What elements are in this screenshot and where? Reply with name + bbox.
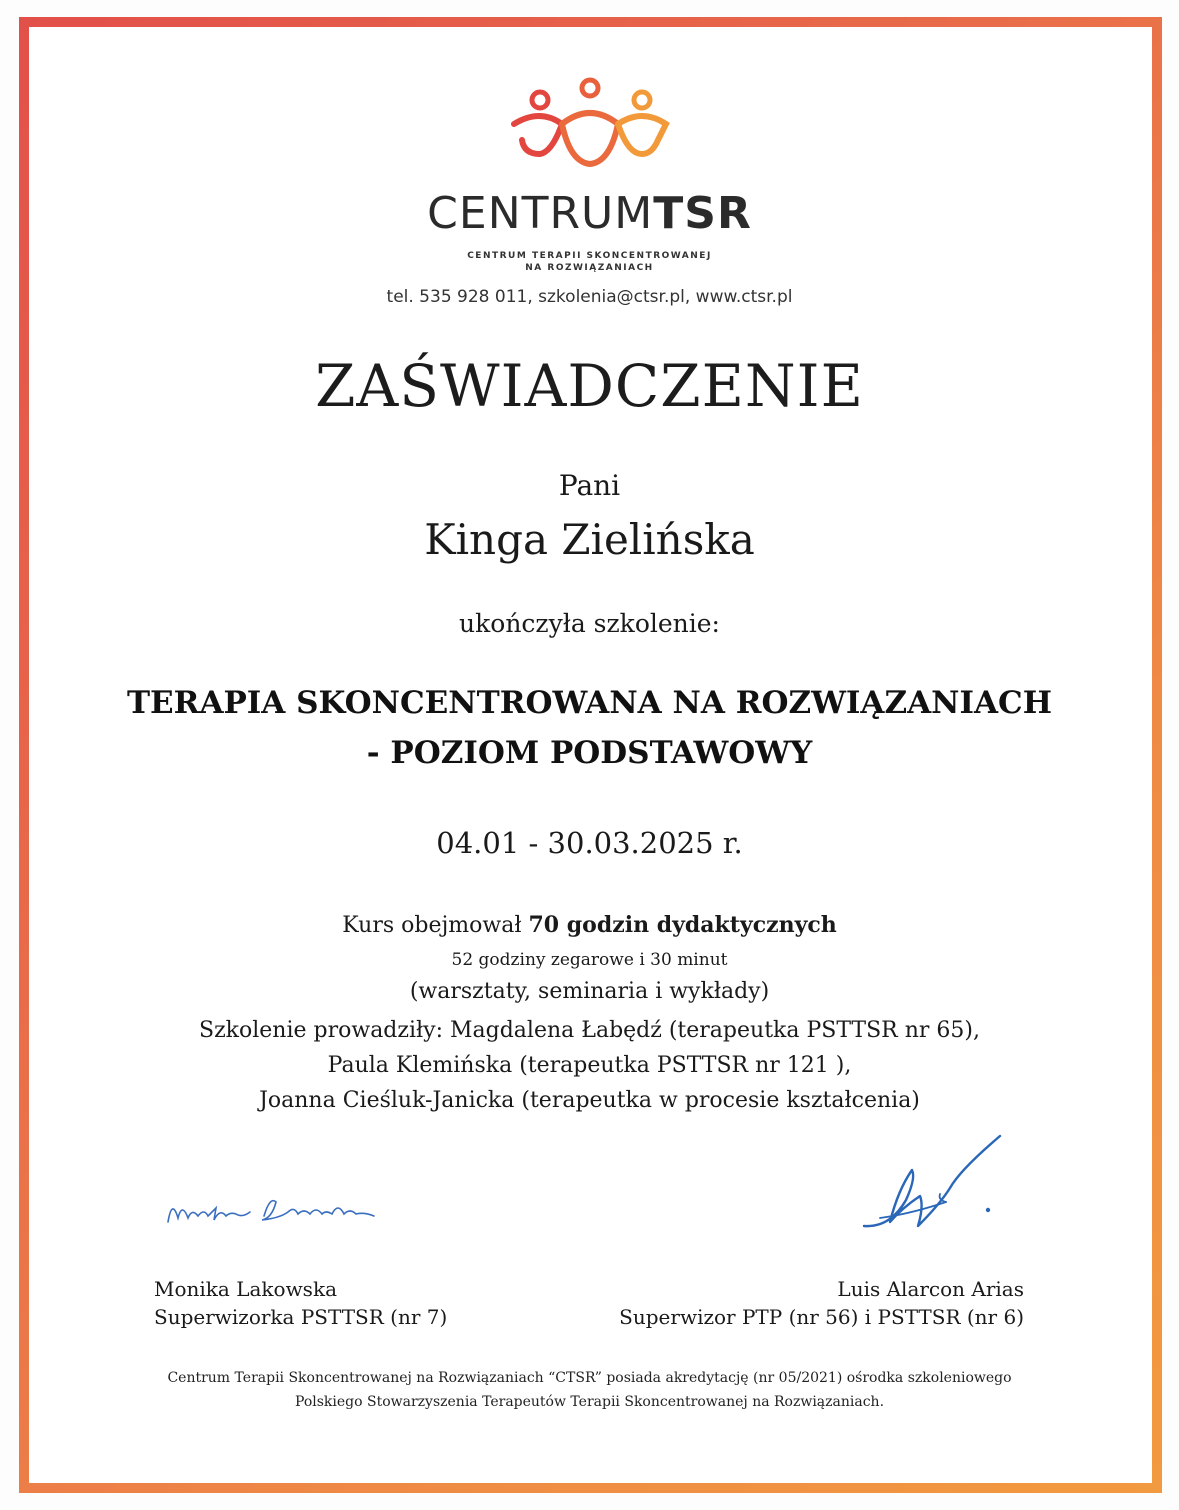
right-signature-icon [850, 1130, 1010, 1240]
contact-info: tel. 535 928 011, szkolenia@ctsr.pl, www.ctsr.pl [386, 287, 793, 307]
hours-bold: 70 godzin dydaktycznych [528, 912, 837, 938]
right-signer [619, 1275, 1024, 1331]
salutation: Pani [558, 469, 621, 502]
course-dates: 04.01 - 30.03.2025 r. [436, 826, 743, 860]
trainers-list [0, 1013, 1179, 1118]
course-hours [0, 912, 1179, 938]
right-signer-name: Luis Alarcon Arias [837, 1277, 1024, 1301]
recipient-name: Kinga Zielińska [424, 515, 755, 564]
footer-line2: Polskiego Stowarzyszenia Terapeutów Terapii Skoncentrowanej na Rozwiązaniach. [294, 1394, 885, 1410]
left-signer-name: Monika Lakowska [154, 1277, 337, 1301]
course-title [0, 678, 1179, 778]
clock-hours: 52 godziny zegarowe i 30 minut [451, 950, 728, 970]
trainer-line: Paula Klemińska (terapeutka PSTTSR nr 121 ), [327, 1053, 852, 1078]
accreditation-footer [0, 1366, 1179, 1414]
completed-text: ukończyła szkolenie: [459, 609, 720, 638]
left-signer-role: Superwizorka PSTTSR (nr 7) [154, 1305, 448, 1329]
course-title-line1: TERAPIA SKONCENTROWANA NA ROZWIĄZANIACH [126, 685, 1053, 721]
centrum-tsr-logo-icon [500, 74, 680, 174]
brand-subtitle-line2: NA ROZWIĄZANIACH [525, 263, 654, 273]
brand-subtitle-line1: CENTRUM TERAPII SKONCENTROWANEJ [467, 251, 712, 261]
left-signer [154, 1275, 447, 1331]
brand-bold: TSR [653, 188, 752, 239]
brand-light: CENTRUM [427, 188, 654, 239]
footer-line1: Centrum Terapii Skoncentrowanej na Rozwiązaniach “CTSR” posiada akredytację (nr 05/2021) ośrodka szkoleniowego [167, 1370, 1012, 1386]
course-format: (warsztaty, seminaria i wykłady) [409, 979, 770, 1004]
left-signature-icon [160, 1178, 390, 1238]
certificate-title: ZAŚWIADCZENIE [315, 352, 864, 420]
brand-subtitle [0, 250, 1179, 274]
course-title-line2: - POZIOM PODSTAWOWY [366, 735, 813, 771]
trainer-line: Joanna Cieśluk-Janicka (terapeutka w procesie kształcenia) [259, 1088, 920, 1113]
trainer-line: Szkolenie prowadziły: Magdalena Łabędź (terapeutka PSTTSR nr 65), [199, 1018, 980, 1043]
brand-name [0, 188, 1179, 239]
right-signer-role: Superwizor PTP (nr 56) i PSTTSR (nr 6) [619, 1305, 1024, 1329]
hours-prefix: Kurs obejmował [342, 913, 529, 938]
